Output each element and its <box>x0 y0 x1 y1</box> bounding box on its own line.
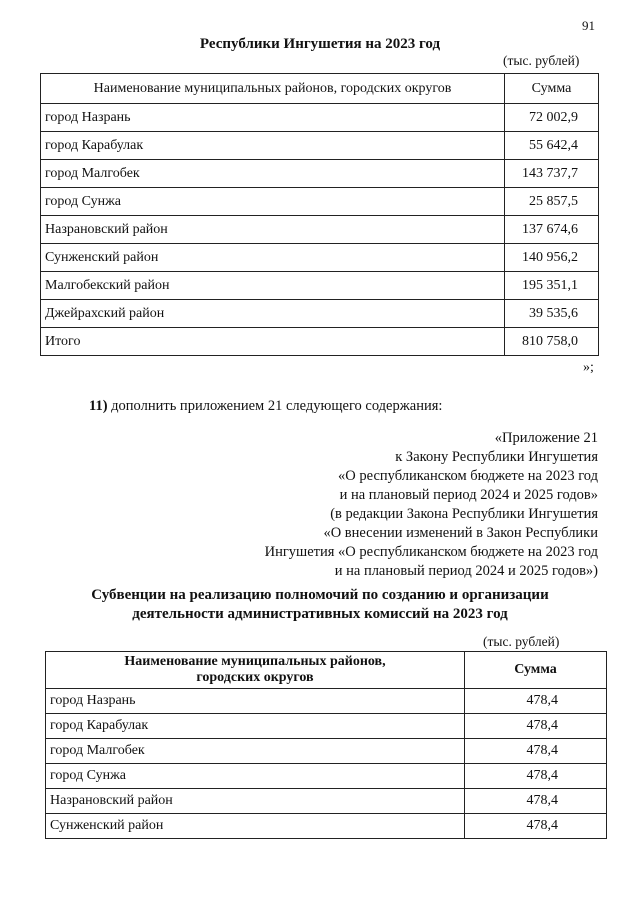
appendix-header <box>265 429 598 581</box>
table2-header-row <box>46 652 607 689</box>
table1-header-name: Наименование муниципальных районов, городских округов <box>41 74 505 104</box>
row-name: Назрановский район <box>46 789 465 814</box>
row-name: Итого <box>41 328 505 356</box>
appendix-line: к Закону Республики Ингушетия <box>395 449 598 465</box>
table2-units: (тыс. рублей) <box>483 634 560 649</box>
table2-title-line: Субвенции на реализацию полномочий по созданию и организации <box>91 587 549 603</box>
row-sum: 478,4 <box>465 739 607 764</box>
table-row <box>41 104 599 132</box>
table1-units: (тыс. рублей) <box>503 53 580 68</box>
row-name: город Карабулак <box>46 714 465 739</box>
table-row <box>41 188 599 216</box>
table-row <box>41 244 599 272</box>
table2-header-name <box>46 652 465 689</box>
row-name: город Малгобек <box>46 739 465 764</box>
row-sum: 143 737,7 <box>505 160 599 188</box>
row-sum: 140 956,2 <box>505 244 599 272</box>
closing-quote: »; <box>583 360 594 375</box>
row-sum: 55 642,4 <box>505 132 599 160</box>
row-name: город Карабулак <box>41 132 505 160</box>
table1-title: Республики Ингушетия на 2023 год <box>199 36 441 52</box>
row-name: Назрановский район <box>41 216 505 244</box>
row-sum: 478,4 <box>465 789 607 814</box>
appendix-line: «О внесении изменений в Закон Республики <box>323 525 598 541</box>
header-name-line: городских округов <box>196 670 314 685</box>
item-text: дополнить приложением 21 следующего содержания: <box>111 398 443 414</box>
table2-header-sum: Сумма <box>465 652 607 689</box>
appendix-line: «Приложение 21 <box>494 430 598 446</box>
row-sum: 25 857,5 <box>505 188 599 216</box>
table-row <box>46 814 607 839</box>
row-sum: 72 002,9 <box>505 104 599 132</box>
row-sum: 137 674,6 <box>505 216 599 244</box>
appendix-line: и на плановый период 2024 и 2025 годов») <box>334 563 598 579</box>
table1-header-sum: Сумма <box>505 74 599 104</box>
table-row <box>41 132 599 160</box>
table-row <box>41 216 599 244</box>
row-sum: 195 351,1 <box>505 272 599 300</box>
table-row <box>46 689 607 714</box>
table-row <box>41 272 599 300</box>
table2-title-line: деятельности административных комиссий на 2023 год <box>132 606 508 622</box>
table2-title <box>0 586 640 624</box>
table1-header-row <box>41 74 599 104</box>
table2 <box>45 651 607 839</box>
item-number: 11) <box>89 398 108 414</box>
page-number: 91 <box>582 18 595 33</box>
row-name: Сунженский район <box>41 244 505 272</box>
table1 <box>40 73 599 356</box>
row-sum: 478,4 <box>465 714 607 739</box>
table-row <box>46 739 607 764</box>
appendix-line: Ингушетия «О республиканском бюджете на 2023 год <box>264 544 598 560</box>
row-sum: 810 758,0 <box>505 328 599 356</box>
row-name: город Сунжа <box>46 764 465 789</box>
row-sum: 478,4 <box>465 814 607 839</box>
table-row-total <box>41 328 599 356</box>
row-name: Малгобекский район <box>41 272 505 300</box>
header-name-line: Наименование муниципальных районов, <box>124 654 386 669</box>
table-row <box>46 789 607 814</box>
row-name: город Малгобек <box>41 160 505 188</box>
table-row <box>41 160 599 188</box>
amendment-item-11 <box>89 398 442 415</box>
appendix-line: и на плановый период 2024 и 2025 годов» <box>339 487 598 503</box>
appendix-line: (в редакции Закона Республики Ингушетия <box>330 506 598 522</box>
row-name: город Назрань <box>46 689 465 714</box>
row-sum: 478,4 <box>465 764 607 789</box>
row-name: Сунженский район <box>46 814 465 839</box>
row-sum: 478,4 <box>465 689 607 714</box>
row-name: город Назрань <box>41 104 505 132</box>
table-row <box>46 764 607 789</box>
row-sum: 39 535,6 <box>505 300 599 328</box>
table-row <box>41 300 599 328</box>
row-name: город Сунжа <box>41 188 505 216</box>
row-name: Джейрахский район <box>41 300 505 328</box>
appendix-line: «О республиканском бюджете на 2023 год <box>338 468 598 484</box>
table-row <box>46 714 607 739</box>
